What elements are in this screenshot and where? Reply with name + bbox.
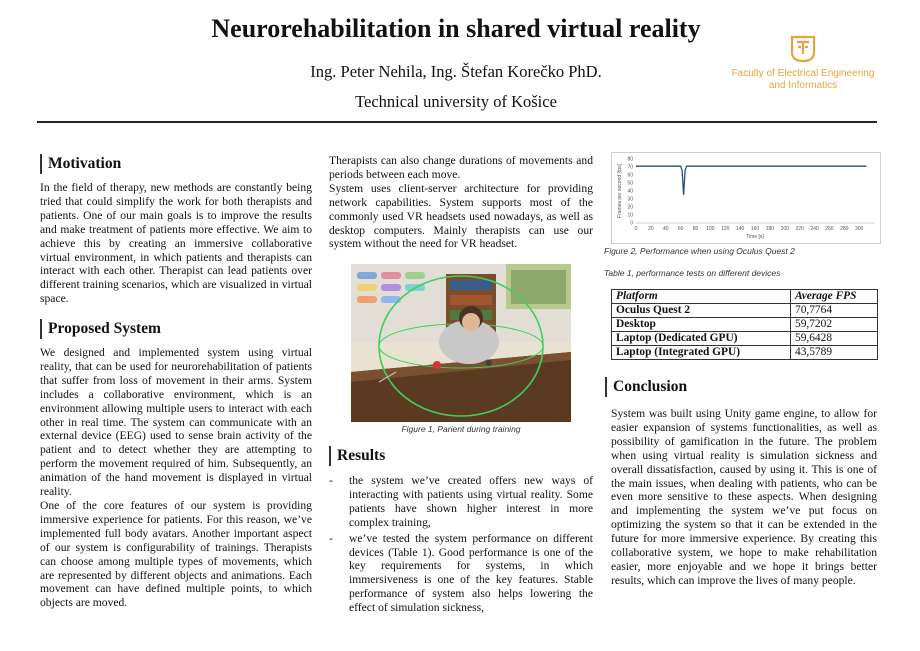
y-tick-label: 20 — [627, 204, 633, 211]
y-tick-label: 80 — [627, 156, 633, 163]
y-tick-label: 70 — [627, 164, 633, 171]
x-tick-label: 300 — [854, 226, 864, 232]
table-cell-fps: 59,6428 — [791, 332, 878, 346]
performance-table — [611, 289, 878, 360]
proposed-heading: Proposed System — [40, 319, 312, 339]
figure-1-image — [351, 264, 571, 422]
table-header-row — [612, 290, 878, 304]
x-tick-label: 280 — [840, 226, 849, 232]
table-cell-fps: 70,7764 — [791, 304, 878, 318]
middle-text-1: Therapists can also change durations of movements and periods between each move. — [329, 154, 593, 181]
motivation-section — [40, 154, 312, 306]
table-row — [612, 304, 878, 318]
x-tick-label: 80 — [692, 226, 699, 232]
x-tick-label: 20 — [648, 226, 654, 232]
fps-line-chart — [612, 153, 880, 243]
y-tick-label: 10 — [627, 212, 633, 219]
y-tick-label: 30 — [627, 196, 633, 203]
x-tick-label: 40 — [662, 226, 669, 232]
results-section — [329, 446, 593, 617]
y-tick-label: 50 — [627, 180, 633, 187]
proposed-text-2: One of the core features of our system is providing immersive experience for patients. For this reason, we’ve implemented full body avatars. Another important aspect of our system is configurability of trainings. Therapists can choose among multiple types of movements, which are represented by different objects and animations. Each movement can have defined multiple points, to which objects are moved. — [40, 498, 312, 610]
motivation-heading: Motivation — [40, 154, 312, 174]
series-line — [636, 166, 867, 195]
motivation-text: In the field of therapy, new methods are constantly being tried that could simplify the work for both therapists and patients. One of our main goals is to improve the results and make treatment of patients more effective. We aim to achieve this by creating an immersive collaborative virtual environment, in which patients and therapists can interact with each other. Therapist can lead patients over different training scenarios, which are visualized in virtual space. — [40, 181, 312, 306]
bullet-dash: - — [329, 531, 333, 545]
x-tick-label: 140 — [735, 226, 745, 232]
x-tick-label: 180 — [765, 226, 775, 232]
middle-text — [329, 154, 593, 251]
results-item — [329, 474, 593, 530]
table-1-caption: Table 1, performance tests on different devices — [604, 268, 781, 278]
figure-1-caption: Figure 1, Parient during training — [401, 424, 521, 434]
x-tick-label: 120 — [721, 226, 730, 232]
x-tick-label: 160 — [750, 226, 760, 232]
x-tick-label: 200 — [780, 226, 789, 232]
table-cell-fps: 43,5789 — [791, 346, 878, 360]
middle-text-2: System uses client-server architecture for providing network capabilities. System supports most of the commonly used VR headsets used nowadays, as well as desktop computers. Mainly therapists can use our system without the need for VR headset. — [329, 181, 593, 251]
table-header-fps: Average FPS — [791, 290, 878, 304]
results-item-text: we’ve tested the system performance on different devices (Table 1). Good performance is one of the key requirements for systems, in which immersiveness is one of the key features. Stable performance of system also helps lowering the effect of simulation sickness, — [349, 531, 593, 615]
university: Technical university of Košice — [355, 92, 557, 111]
x-tick-label: 100 — [706, 226, 715, 232]
x-tick-label: 220 — [795, 226, 804, 232]
x-tick-label: 0 — [634, 226, 638, 232]
faculty-logo-icon — [788, 34, 818, 64]
figure-2-chart — [611, 152, 881, 244]
conclusion-text: System was built using Unity game engine, to allow for easier expansion of systems functionalities, as well as possibility of gamification in the future. The problem when using virtual reality is simulation sickness and overall dissatisfaction, caused by using it. This is one of the main issues, when dealing with patients, who can be even more sensitive to these aspects. When designing and implementing the system we’ve put focus on optimizing the system so that it can be extended in the future for more immersive experience. By creating this collaborative system, we hope to make rehabilitation easier, more enjoyable and we hope it brings better results, which can improve the lives of many people. — [611, 407, 877, 587]
y-tick-label: 60 — [627, 172, 633, 179]
table-row — [612, 332, 878, 346]
faculty-logo — [718, 34, 888, 92]
table-cell-platform: Laptop (Integrated GPU) — [612, 346, 791, 360]
logo-line-1: Faculty of Electrical Engineering — [731, 68, 875, 79]
x-axis-label: Time [s] — [746, 234, 764, 240]
table-cell-platform: Desktop — [612, 318, 791, 332]
conclusion-heading: Conclusion — [605, 377, 877, 397]
conclusion-section — [605, 377, 877, 588]
bullet-dash: - — [329, 474, 333, 487]
table-row — [612, 346, 878, 360]
y-axis-label: Frames per second [fps] — [617, 164, 623, 218]
table-cell-platform: Laptop (Dedicated GPU) — [612, 332, 791, 346]
authors: Ing. Peter Nehila, Ing. Štefan Korečko PhD. — [310, 62, 602, 81]
results-heading: Results — [329, 446, 593, 466]
proposed-text-1: We designed and implemented system using virtual reality, that can be used for neurorehabilitation of patients that suffer from loss of movement in their arms. System includes a collaborative environment, which is an environment allowing multiple users to interact with each other in real time. The system can communicate with an external device (EEG) used to sense brain activity of the patient and to detect whether they are attempting to perform the movement required of him. Subsequently, an animation of the hand movement is displayed in virtual reality. — [40, 346, 312, 499]
y-tick-label: 0 — [630, 220, 633, 227]
performance-table-grid — [611, 289, 878, 360]
results-item — [329, 532, 593, 615]
x-tick-label: 240 — [810, 226, 819, 232]
results-list — [329, 474, 593, 615]
logo-line-2: and Informatics — [768, 80, 838, 91]
header-divider — [37, 121, 877, 123]
table-row — [612, 318, 878, 332]
figure-2-caption: Figure 2, Performance when using Oculus Quest 2 — [604, 246, 795, 256]
poster-title: Neurorehabilitation in shared virtual reality — [211, 14, 701, 43]
table-header-platform: Platform — [612, 290, 791, 304]
x-tick-label: 60 — [677, 226, 684, 232]
x-tick-label: 260 — [825, 226, 834, 232]
results-item-text: the system we’ve created offers new ways of interacting with patients using virtual reality. Some patients have shown higher interest in more complex training, — [349, 474, 593, 529]
proposed-section — [40, 319, 312, 610]
table-cell-fps: 59,7202 — [791, 318, 878, 332]
table-cell-platform: Oculus Quest 2 — [612, 304, 791, 318]
y-tick-label: 40 — [627, 188, 633, 195]
